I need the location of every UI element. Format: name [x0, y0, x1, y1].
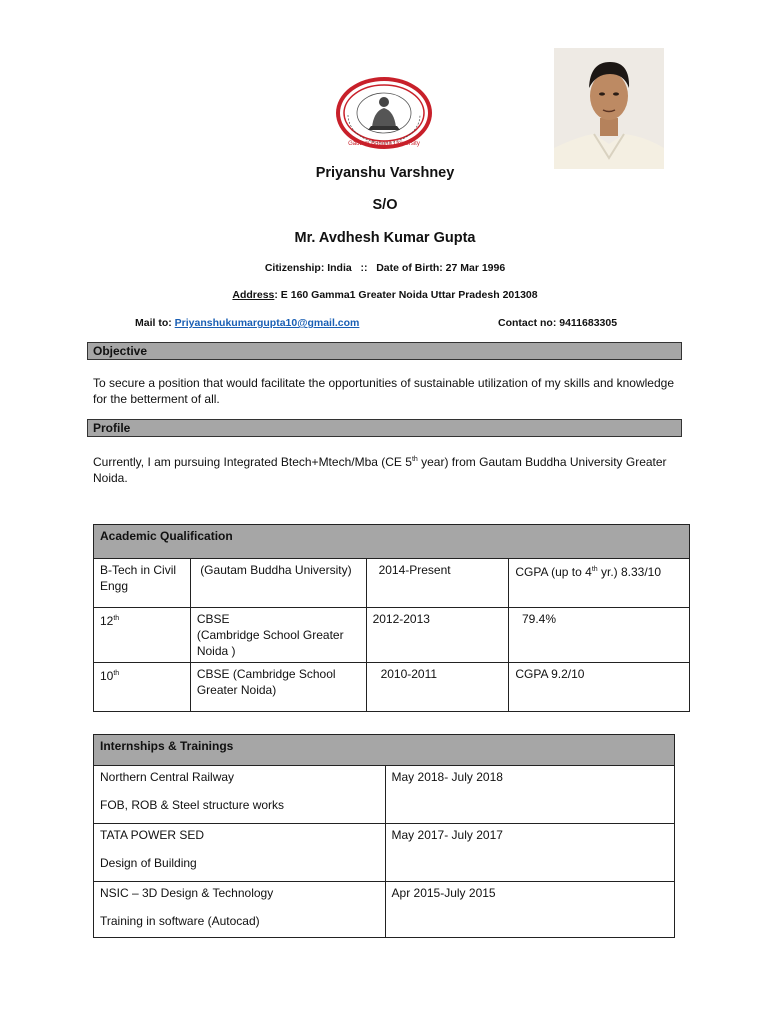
internship-org: NSIC – 3D Design & Technology	[100, 886, 274, 900]
internship-desc: Training in software (Autocad)	[100, 914, 260, 928]
profile-heading: Profile	[87, 419, 682, 437]
internship-period: May 2018- July 2018	[385, 766, 674, 824]
table-row	[94, 766, 675, 824]
objective-heading: Objective	[87, 342, 682, 360]
table-row: 12th CBSE (Cambridge School Greater Noida ) 2012-2013 79.4%	[94, 608, 690, 663]
citizenship-dob: Citizenship: India :: Date of Birth: 27 Mar 1996	[264, 262, 506, 274]
internships-heading: Internships & Trainings	[94, 735, 675, 766]
internship-org: TATA POWER SED	[100, 828, 205, 842]
candidate-name: Priyanshu Varshney	[315, 165, 455, 181]
internship-org: Northern Central Railway	[100, 770, 235, 784]
relation-label: S/O	[372, 197, 398, 213]
address-label: Address	[232, 289, 275, 301]
table-row	[94, 882, 675, 938]
internship-desc: Design of Building	[100, 856, 197, 870]
academic-table	[93, 524, 690, 712]
internship-period: Apr 2015-July 2015	[385, 882, 674, 938]
university-logo	[334, 75, 434, 151]
profile-text: Currently, I am pursuing Integrated Btech+Mtech/Mba (CE 5th year) from Gautam Buddha University Greater Noida.	[93, 455, 667, 485]
address-value: : E 160 Gamma1 Greater Noida Uttar Pradesh 201308	[274, 289, 538, 301]
objective-text: To secure a position that would facilitate the opportunities of sustainable utilization of my skills and knowledge for the betterment of all.	[93, 376, 674, 406]
table-row: 10th CBSE (Cambridge School Greater Noida) 2010-2011 CGPA 9.2/10	[94, 663, 690, 712]
internship-desc: FOB, ROB & Steel structure works	[100, 798, 285, 812]
email-link[interactable]: Priyanshukumargupta10@gmail.com	[174, 317, 360, 329]
father-name: Mr. Avdhesh Kumar Gupta	[294, 230, 476, 246]
internship-period: May 2017- July 2017	[385, 824, 674, 882]
internships-table	[93, 734, 675, 938]
profile-photo	[554, 48, 664, 169]
table-row	[94, 824, 675, 882]
address-line	[200, 289, 570, 301]
logo-text: Gautam Buddha University	[348, 141, 420, 147]
mail-line	[135, 317, 359, 329]
contact-number: Contact no: 9411683305	[498, 317, 618, 329]
mail-label: Mail to:	[135, 317, 175, 329]
table-row: B-Tech in Civil Engg (Gautam Buddha University) 2014-Present CGPA (up to 4th yr.) 8.33/10	[94, 559, 690, 608]
academic-heading: Academic Qualification	[94, 525, 690, 559]
